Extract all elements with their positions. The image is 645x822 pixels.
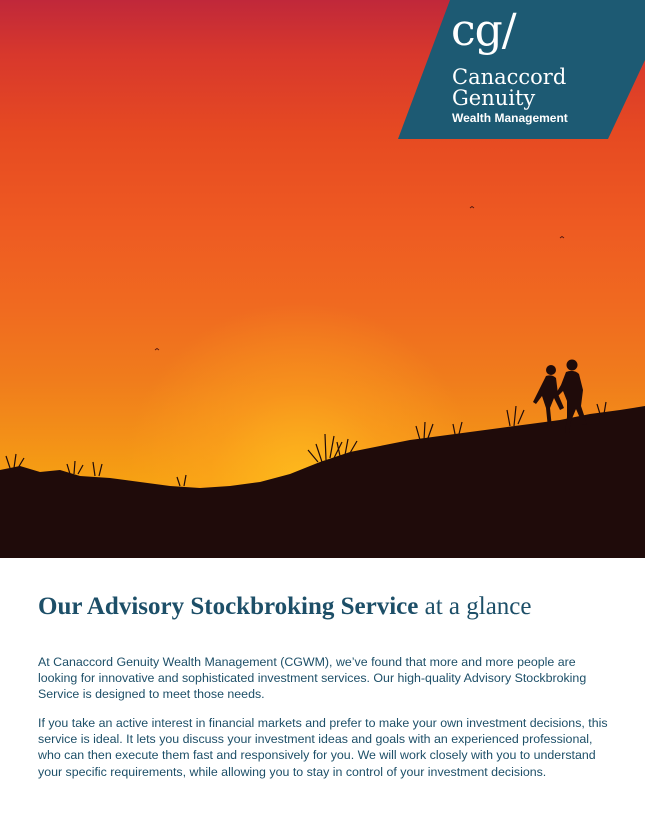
hill: [0, 406, 645, 558]
detail-paragraph: If you take an active interest in financial markets and prefer to make your own investment decisions, this service is ideal. It lets you discuss your investment ideas and goals with an experienced professional, who can then execute them fast and responsively for you. We will work closely with you to understand your specific requirements, while allowing you to stay in control of your investment decisions.: [38, 716, 608, 779]
logo-brand-line2: Genuity: [452, 86, 536, 110]
page-title: [38, 592, 618, 622]
logo-brand-line1: Canaccord: [452, 65, 567, 89]
logo-mark: cg/: [451, 5, 516, 56]
logo-subtitle: Wealth Management: [452, 111, 568, 125]
bird-icon: [560, 237, 564, 239]
bird-icon: [470, 207, 474, 209]
intro-paragraph: At Canaccord Genuity Wealth Management (CGWM), we’ve found that more and more people are looking for innovative and sophisticated investment services. Our high-quality Advisory Stockbroking Service is designed to meet those needs.: [38, 655, 587, 702]
bird-icon: [155, 349, 159, 351]
title-bold: Our Advisory Stockbroking Service: [38, 593, 419, 620]
title-light: at a glance: [424, 593, 532, 620]
company-logo: [398, 0, 645, 139]
